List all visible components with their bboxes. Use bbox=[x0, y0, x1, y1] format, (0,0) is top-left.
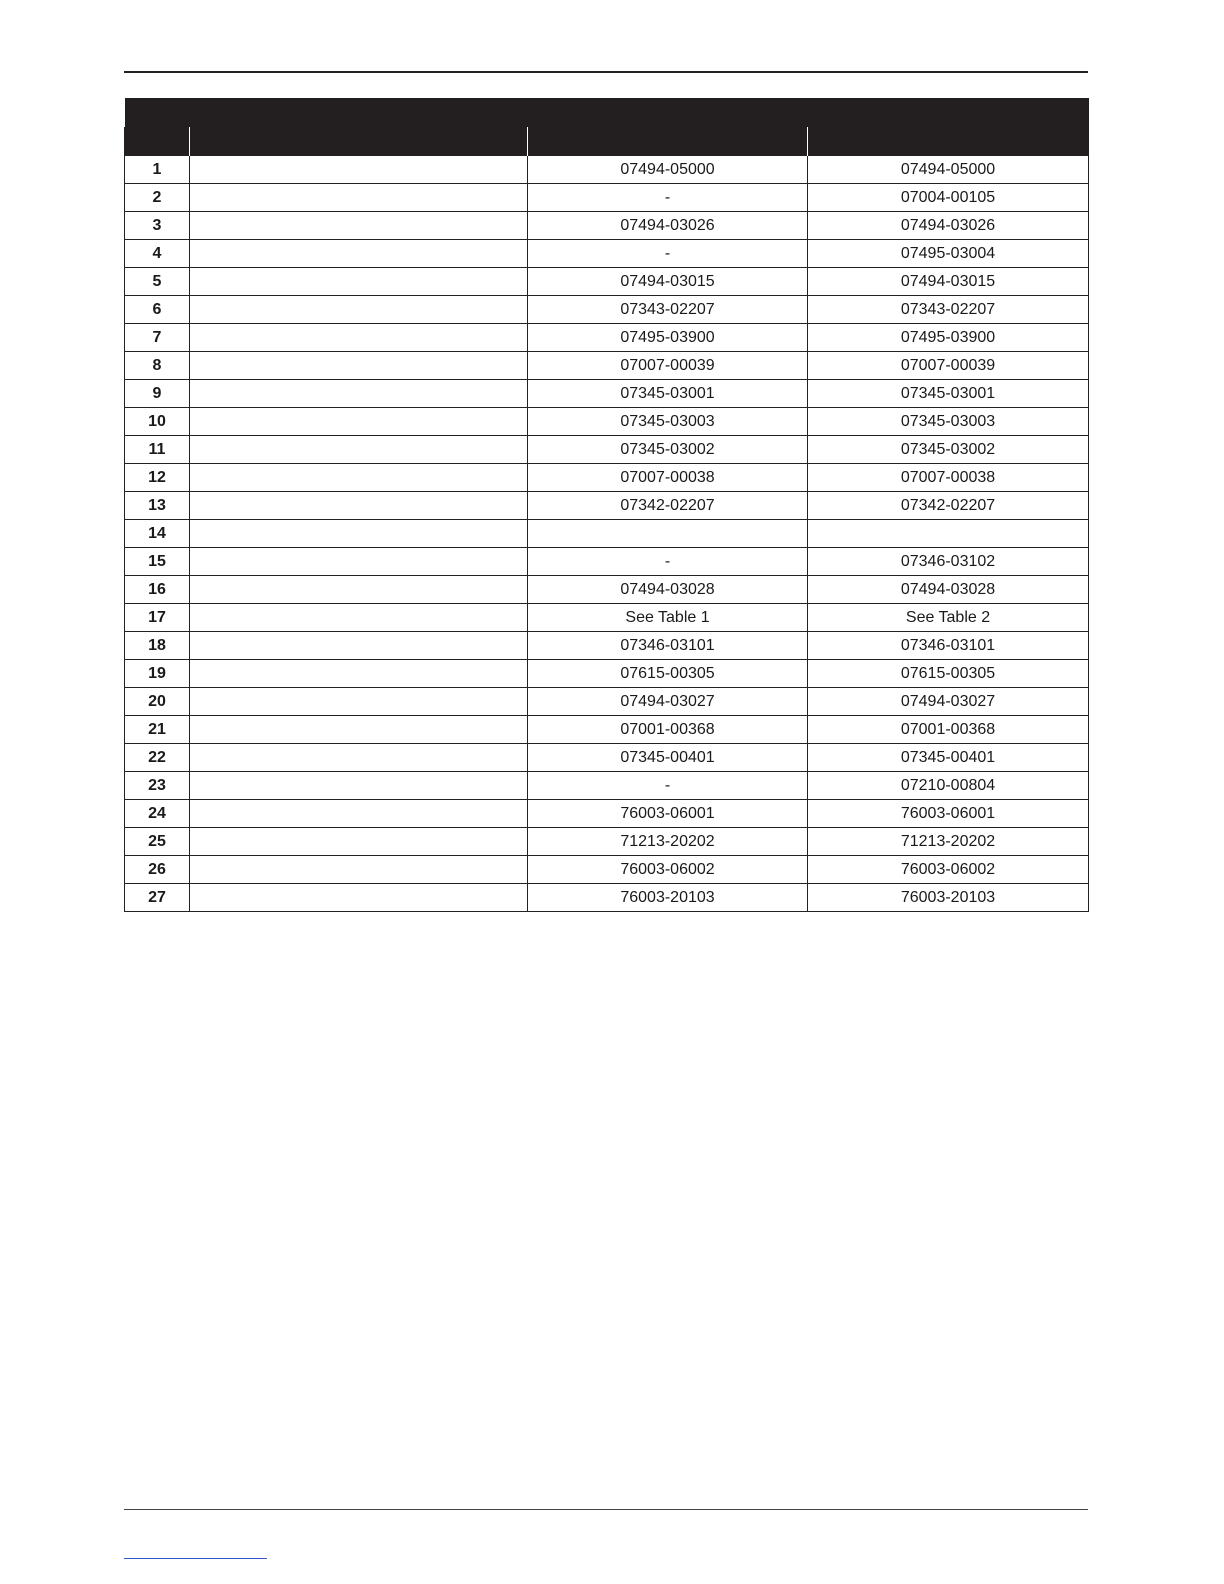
description-cell bbox=[190, 240, 528, 268]
table-row bbox=[125, 464, 1089, 492]
part-number-b-cell: 07494-03026 bbox=[808, 212, 1089, 240]
table-row bbox=[125, 324, 1089, 352]
item-number-cell: 13 bbox=[125, 492, 190, 520]
item-number-cell: 11 bbox=[125, 436, 190, 464]
table-row bbox=[125, 408, 1089, 436]
table-row bbox=[125, 800, 1089, 828]
table-row bbox=[125, 884, 1089, 912]
part-number-b-cell: 07346-03101 bbox=[808, 632, 1089, 660]
part-number-b-cell: See Table 2 bbox=[808, 604, 1089, 632]
part-number-b-cell: 71213-20202 bbox=[808, 828, 1089, 856]
table-row bbox=[125, 660, 1089, 688]
table-row bbox=[125, 744, 1089, 772]
part-number-a-cell: 07615-00305 bbox=[528, 660, 808, 688]
header-part-number-b bbox=[808, 127, 1089, 156]
description-cell bbox=[190, 212, 528, 240]
table-row bbox=[125, 268, 1089, 296]
part-number-b-cell: 07004-00105 bbox=[808, 184, 1089, 212]
part-number-b-cell bbox=[808, 520, 1089, 548]
description-cell bbox=[190, 632, 528, 660]
part-number-b-cell: 07345-03003 bbox=[808, 408, 1089, 436]
description-cell bbox=[190, 492, 528, 520]
item-number-cell: 8 bbox=[125, 352, 190, 380]
description-cell bbox=[190, 604, 528, 632]
item-number-cell: 21 bbox=[125, 716, 190, 744]
part-number-a-cell: See Table 1 bbox=[528, 604, 808, 632]
part-number-a-cell: 07495-03900 bbox=[528, 324, 808, 352]
part-number-b-cell: 07495-03900 bbox=[808, 324, 1089, 352]
part-number-b-cell: 07494-03028 bbox=[808, 576, 1089, 604]
part-number-a-cell: 07494-03015 bbox=[528, 268, 808, 296]
part-number-a-cell: 07494-03027 bbox=[528, 688, 808, 716]
table-title-cell bbox=[125, 98, 1089, 127]
part-number-a-cell: 71213-20202 bbox=[528, 828, 808, 856]
header-part-number-a bbox=[528, 127, 808, 156]
description-cell bbox=[190, 772, 528, 800]
description-cell bbox=[190, 688, 528, 716]
part-number-b-cell: 07346-03102 bbox=[808, 548, 1089, 576]
table-row bbox=[125, 184, 1089, 212]
description-cell bbox=[190, 156, 528, 184]
table-row bbox=[125, 772, 1089, 800]
item-number-cell: 16 bbox=[125, 576, 190, 604]
description-cell bbox=[190, 464, 528, 492]
item-number-cell: 26 bbox=[125, 856, 190, 884]
item-number-cell: 19 bbox=[125, 660, 190, 688]
table-row bbox=[125, 296, 1089, 324]
item-number-cell: 20 bbox=[125, 688, 190, 716]
description-cell bbox=[190, 408, 528, 436]
part-number-b-cell: 76003-20103 bbox=[808, 884, 1089, 912]
part-number-a-cell: 07001-00368 bbox=[528, 716, 808, 744]
table-row bbox=[125, 240, 1089, 268]
item-number-cell: 12 bbox=[125, 464, 190, 492]
table-row bbox=[125, 212, 1089, 240]
item-number-cell: 1 bbox=[125, 156, 190, 184]
description-cell bbox=[190, 660, 528, 688]
table-row bbox=[125, 688, 1089, 716]
table-row bbox=[125, 380, 1089, 408]
part-number-b-cell: 07007-00038 bbox=[808, 464, 1089, 492]
description-cell bbox=[190, 436, 528, 464]
table-row bbox=[125, 716, 1089, 744]
table-header-row bbox=[125, 127, 1089, 156]
description-cell bbox=[190, 548, 528, 576]
part-number-a-cell: 07345-03002 bbox=[528, 436, 808, 464]
part-number-a-cell: 76003-20103 bbox=[528, 884, 808, 912]
top-divider bbox=[124, 71, 1088, 73]
part-number-b-cell: 07210-00804 bbox=[808, 772, 1089, 800]
part-number-b-cell: 07345-03002 bbox=[808, 436, 1089, 464]
part-number-b-cell: 07495-03004 bbox=[808, 240, 1089, 268]
item-number-cell: 3 bbox=[125, 212, 190, 240]
item-number-cell: 22 bbox=[125, 744, 190, 772]
part-number-a-cell: 76003-06001 bbox=[528, 800, 808, 828]
item-number-cell: 18 bbox=[125, 632, 190, 660]
part-number-a-cell: 07345-03001 bbox=[528, 380, 808, 408]
description-cell bbox=[190, 324, 528, 352]
item-number-cell: 10 bbox=[125, 408, 190, 436]
description-cell bbox=[190, 380, 528, 408]
part-number-a-cell: 07342-02207 bbox=[528, 492, 808, 520]
part-number-a-cell: 07346-03101 bbox=[528, 632, 808, 660]
table-title-bar bbox=[125, 98, 1089, 127]
part-number-b-cell: 07494-03027 bbox=[808, 688, 1089, 716]
item-number-cell: 25 bbox=[125, 828, 190, 856]
description-cell bbox=[190, 296, 528, 324]
part-number-a-cell: - bbox=[528, 240, 808, 268]
description-cell bbox=[190, 184, 528, 212]
item-number-cell: 6 bbox=[125, 296, 190, 324]
item-number-cell: 15 bbox=[125, 548, 190, 576]
table-row bbox=[125, 604, 1089, 632]
part-number-b-cell: 07001-00368 bbox=[808, 716, 1089, 744]
part-number-b-cell: 07342-02207 bbox=[808, 492, 1089, 520]
description-cell bbox=[190, 828, 528, 856]
part-number-a-cell: - bbox=[528, 184, 808, 212]
item-number-cell: 9 bbox=[125, 380, 190, 408]
part-number-a-cell: 07494-03026 bbox=[528, 212, 808, 240]
table-row bbox=[125, 436, 1089, 464]
description-cell bbox=[190, 800, 528, 828]
item-number-cell: 5 bbox=[125, 268, 190, 296]
description-cell bbox=[190, 884, 528, 912]
part-number-b-cell: 07494-05000 bbox=[808, 156, 1089, 184]
description-cell bbox=[190, 716, 528, 744]
bottom-divider bbox=[124, 1509, 1088, 1510]
table-row bbox=[125, 632, 1089, 660]
table-row bbox=[125, 352, 1089, 380]
part-number-a-cell: - bbox=[528, 772, 808, 800]
part-number-b-cell: 07615-00305 bbox=[808, 660, 1089, 688]
item-number-cell: 17 bbox=[125, 604, 190, 632]
footer-link-underline[interactable] bbox=[124, 1558, 267, 1559]
table-row bbox=[125, 576, 1089, 604]
item-number-cell: 7 bbox=[125, 324, 190, 352]
description-cell bbox=[190, 520, 528, 548]
description-cell bbox=[190, 744, 528, 772]
part-number-a-cell bbox=[528, 520, 808, 548]
part-number-a-cell: 07494-03028 bbox=[528, 576, 808, 604]
part-number-a-cell: 07007-00039 bbox=[528, 352, 808, 380]
item-number-cell: 2 bbox=[125, 184, 190, 212]
header-description bbox=[190, 127, 528, 156]
item-number-cell: 24 bbox=[125, 800, 190, 828]
table-row bbox=[125, 520, 1089, 548]
item-number-cell: 23 bbox=[125, 772, 190, 800]
part-number-a-cell: 07007-00038 bbox=[528, 464, 808, 492]
description-cell bbox=[190, 268, 528, 296]
part-number-b-cell: 76003-06002 bbox=[808, 856, 1089, 884]
part-number-a-cell: 07494-05000 bbox=[528, 156, 808, 184]
item-number-cell: 14 bbox=[125, 520, 190, 548]
item-number-cell: 4 bbox=[125, 240, 190, 268]
table-row bbox=[125, 856, 1089, 884]
item-number-cell: 27 bbox=[125, 884, 190, 912]
table-row bbox=[125, 156, 1089, 184]
part-number-a-cell: 76003-06002 bbox=[528, 856, 808, 884]
description-cell bbox=[190, 576, 528, 604]
part-number-b-cell: 07345-03001 bbox=[808, 380, 1089, 408]
description-cell bbox=[190, 352, 528, 380]
header-item-number bbox=[125, 127, 190, 156]
part-number-a-cell: 07345-00401 bbox=[528, 744, 808, 772]
part-number-a-cell: 07343-02207 bbox=[528, 296, 808, 324]
part-number-b-cell: 07343-02207 bbox=[808, 296, 1089, 324]
part-number-b-cell: 07007-00039 bbox=[808, 352, 1089, 380]
part-number-b-cell: 07494-03015 bbox=[808, 268, 1089, 296]
description-cell bbox=[190, 856, 528, 884]
part-number-b-cell: 07345-00401 bbox=[808, 744, 1089, 772]
table-row bbox=[125, 548, 1089, 576]
table-row bbox=[125, 492, 1089, 520]
part-number-a-cell: - bbox=[528, 548, 808, 576]
part-number-b-cell: 76003-06001 bbox=[808, 800, 1089, 828]
table-row bbox=[125, 828, 1089, 856]
part-number-a-cell: 07345-03003 bbox=[528, 408, 808, 436]
parts-table bbox=[124, 98, 1089, 912]
